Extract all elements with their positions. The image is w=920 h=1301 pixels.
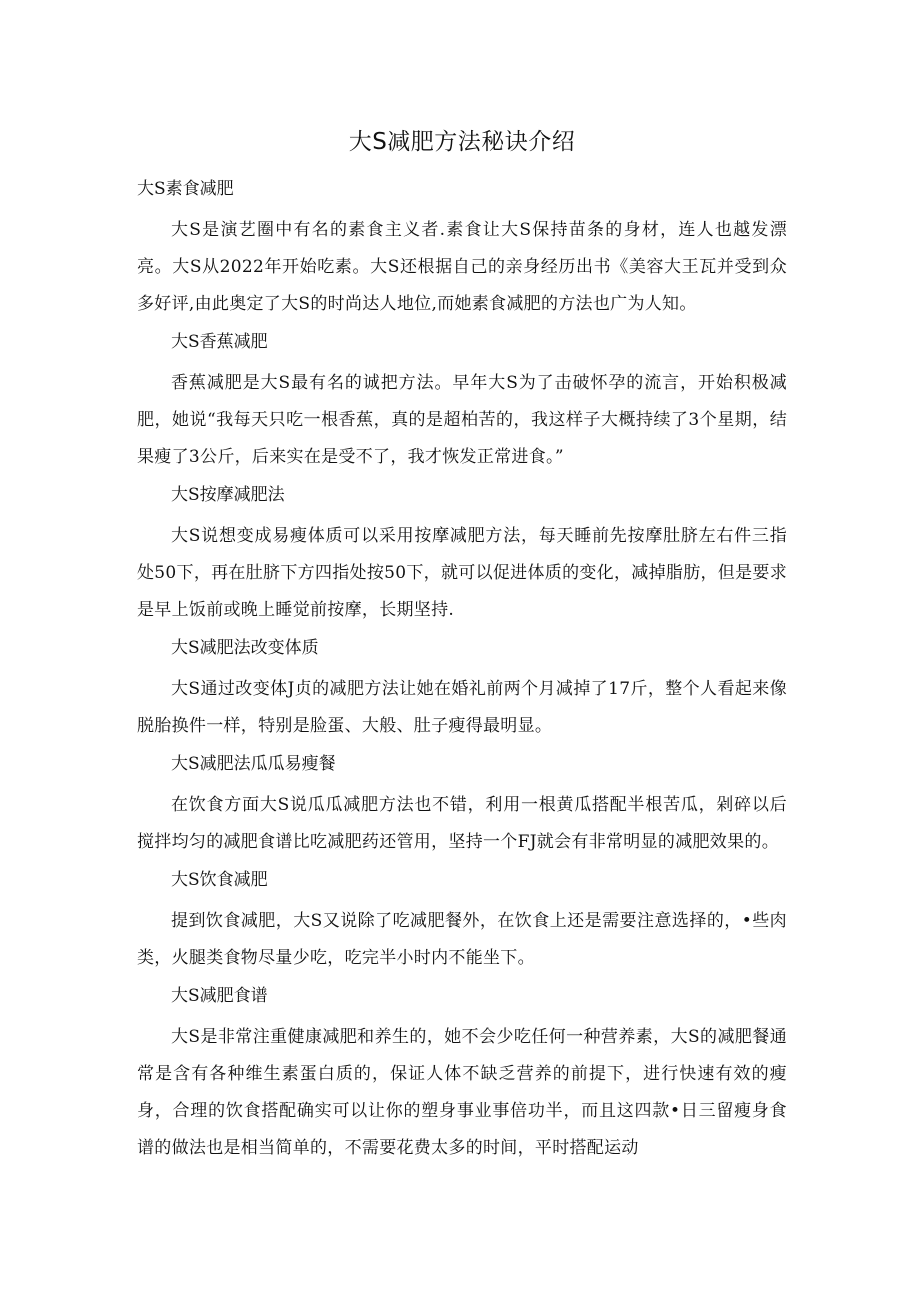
- section-body: 大S通过改变体J贞的减肥方法让她在婚礼前两个月减掉了17斤，整个人看起来像脱胎换件一样，特别是脸蛋、大般、肚子瘦得最明显。: [137, 679, 787, 736]
- section-heading: 大S减肥食谱: [171, 986, 268, 1006]
- section-heading: 大S香蕉减肥: [171, 332, 268, 352]
- section-constitution: [137, 633, 787, 745]
- section-banana: [137, 327, 787, 476]
- section-recipe: [137, 981, 787, 1167]
- section-heading: 大S减肥法瓜瓜易瘦餐: [171, 754, 336, 774]
- section-heading: 大S饮食减肥: [171, 870, 268, 890]
- section-body: 香蕉减肥是大S最有名的诚把方法。早年大S为了击破怀孕的流言，开始积极减肥，她说“我每天只吃一根香蕉，真的是超柏苦的，我这样子大概持续了3个星期，结果瘦了3公斤，后来实在是受不了，我才恢发正常进食。”: [137, 373, 787, 467]
- section-body: 大S是非常注重健康减肥和养生的，她不会少吃任何一种营养素，大S的减肥餐通常是含有各种维生素蛋白质的，保证人体不缺乏营养的前提下，进行快速有效的瘦身，合理的饮食搭配确实可以让你的塑身事业事倍功半，而且这四款•日三留瘦身食谱的做法也是相当简单的，不需要花费太多的时间，平时搭配运动: [137, 1027, 787, 1158]
- section-body: 在饮食方面大S说瓜瓜减肥方法也不错，利用一根黄瓜搭配半根苦瓜，剁碎以后搅拌均匀的减肥食谱比吃减肥药还管用，坚持一个FJ就会有非常明显的减肥效果的。: [137, 795, 787, 852]
- section-massage: [137, 480, 787, 629]
- section-diet: [137, 865, 787, 977]
- section-vegetarian: [137, 174, 787, 323]
- document-page: [137, 122, 787, 1167]
- document-title: 大S减肥方法秘诀介绍: [348, 129, 576, 155]
- section-body: 大S说想变成易瘦体质可以采用按摩减肥方法，每天睡前先按摩肚脐左右件三指处50下，再在肚脐下方四指处按50下，就可以促进体质的变化，减掉脂肪，但是要求是早上饭前或晚上睡觉前按摩，长期坚持.: [137, 526, 787, 620]
- section-body: 大S是演艺圈中有名的素食主义者.素食让大S保持苗条的身材，连人也越发漂亮。大S从2022年开始吃素。大S还根据自己的亲身经历出书《美容大王瓦并受到众多好评,由此奥定了大S的时尚达人地位,而她素食减肥的方法也广为人知。: [137, 220, 787, 314]
- section-heading: 大S减肥法改变体质: [171, 638, 319, 658]
- section-melon-meal: [137, 749, 787, 861]
- section-heading: 大S素食减肥: [137, 179, 234, 199]
- section-heading: 大S按摩减肥法: [171, 485, 285, 505]
- section-body: 提到饮食减肥，大S又说除了吃减肥餐外，在饮食上还是需要注意选择的，•些肉类，火腿类食物尽量少吃，吃完半小时内不能坐下。: [137, 911, 787, 968]
